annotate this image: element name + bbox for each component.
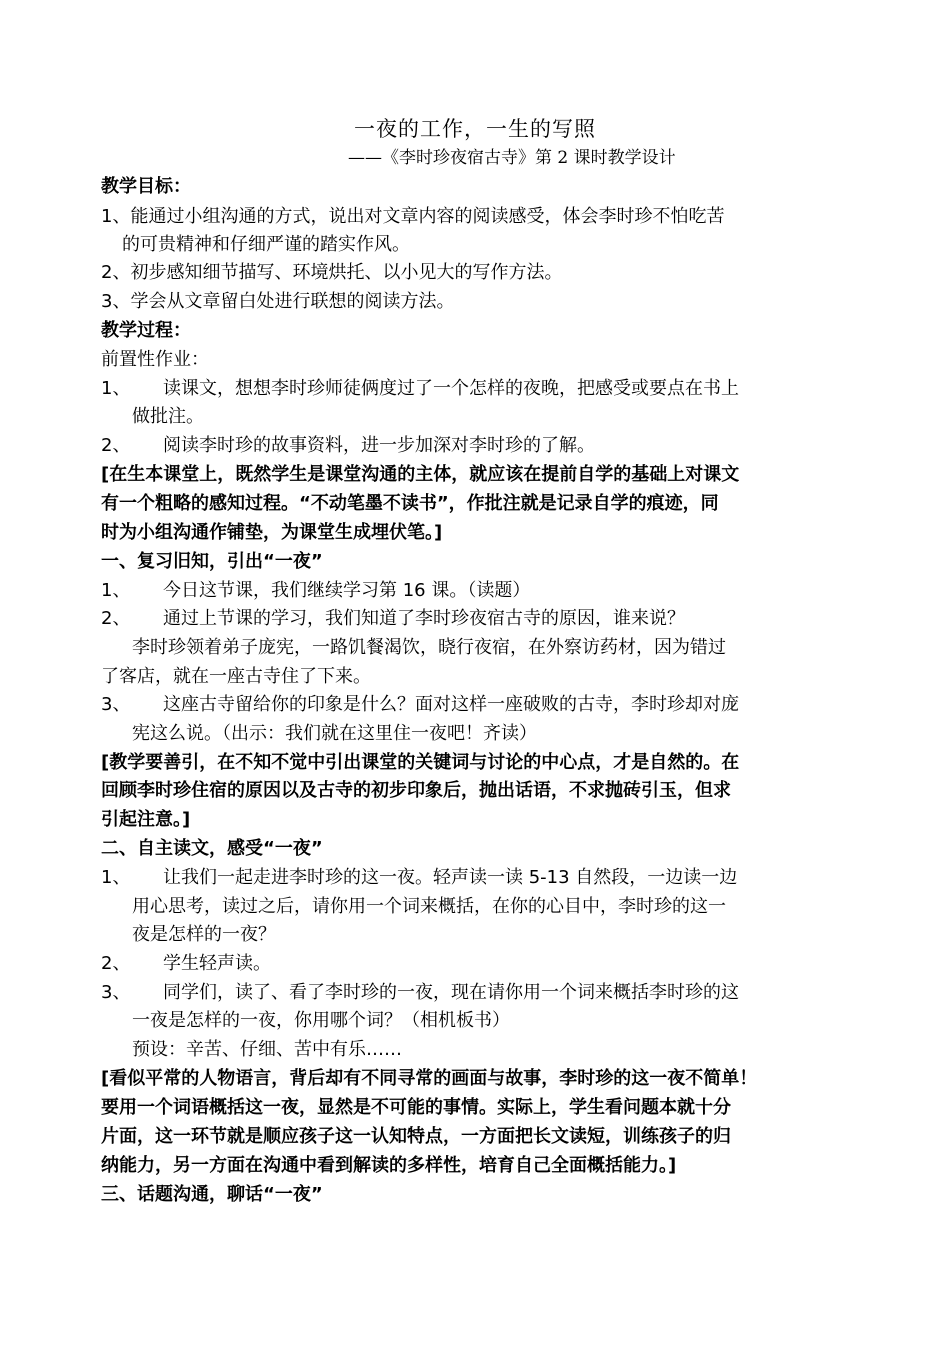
list-text: 同学们，读了、看了李时珍的一夜，现在请你用一个词来概括李时珍的这: [163, 982, 739, 1003]
section-1-item-2: [101, 605, 685, 633]
section-1-answer-line-1: 李时珍领着弟子庞宪，一路饥餐渴饮，晓行夜宿，在外察访药材，因为错过: [132, 637, 726, 658]
section-2-item-2: [101, 950, 271, 978]
section-2-item-3-cont: 一夜是怎样的一夜，你用哪个词？（相机板书）: [132, 1010, 510, 1031]
pre-homework-item-2: [101, 432, 595, 460]
list-text: 让我们一起走进李时珍的这一夜。轻声读一读 5-13 自然段，一边读一边: [163, 867, 738, 888]
commentary-2-line-2: 回顾李时珍住宿的原因以及古寺的初步印象后，抛出话语，不求抛砖引玉，但求: [101, 780, 731, 801]
commentary-3-line-3: 片面，这一环节就是顺应孩子这一认知特点，一方面把长文读短，训练孩子的归: [101, 1126, 731, 1147]
list-text: 阅读李时珍的故事资料，进一步加深对李时珍的了解。: [163, 435, 595, 456]
list-number: 1、: [101, 867, 131, 888]
commentary-3-line-4: 纳能力，另一方面在沟通中看到解读的多样性，培育自己全面概括能力。]: [101, 1155, 677, 1176]
list-number: 2、: [101, 608, 131, 629]
commentary-3-line-1: [看似平常的人物语言，背后却有不同寻常的画面与故事，李时珍的这一夜不简单！: [101, 1068, 758, 1089]
pre-homework-item-1: [101, 375, 739, 403]
list-number: 2、: [101, 435, 131, 456]
section-2-item-1: [101, 864, 737, 892]
goal-item-1-line-1: 1、能通过小组沟通的方式，说出对文章内容的阅读感受，体会李时珍不怕吃苦: [101, 206, 725, 227]
goals-heading: 教学目标：: [101, 176, 191, 197]
section-3-heading: 三、话题沟通，聊话“一夜”: [101, 1184, 323, 1205]
list-number: 1、: [101, 580, 131, 601]
commentary-1-line-2: 有一个粗略的感知过程。“不动笔墨不读书”，作批注就是记录自学的痕迹，同: [101, 493, 719, 514]
list-text: 学生轻声读。: [163, 953, 271, 974]
process-heading: 教学过程：: [101, 320, 191, 341]
commentary-1-line-1: [在生本课堂上，既然学生是课堂沟通的主体，就应该在提前自学的基础上对课文: [101, 464, 740, 485]
list-text: 读课文，想想李时珍师徒俩度过了一个怎样的夜晚，把感受或要点在书上: [163, 378, 739, 399]
list-text: 通过上节课的学习，我们知道了李时珍夜宿古寺的原因，谁来说？: [163, 608, 685, 629]
goal-item-1-line-2: 的可贵精神和仔细严谨的踏实作风。: [122, 234, 410, 255]
section-1-item-3-cont: 宪这么说。（出示：我们就在这里住一夜吧！齐读）: [132, 723, 537, 744]
goal-item-3: 3、学会从文章留白处进行联想的阅读方法。: [101, 291, 455, 312]
section-1-heading: 一、复习旧知，引出“一夜”: [101, 551, 323, 572]
section-1-item-1: [101, 577, 530, 605]
commentary-3-line-2: 要用一个词语概括这一夜，显然是不可能的事情。实际上，学生看问题本就十分: [101, 1097, 731, 1118]
pre-homework-item-1-cont: 做批注。: [132, 406, 204, 427]
section-1-item-3: [101, 691, 739, 719]
commentary-1-line-3: 时为小组沟通作铺垫，为课堂生成埋伏笔。]: [101, 522, 443, 543]
list-text: 这座古寺留给你的印象是什么？面对这样一座破败的古寺，李时珍却对庞: [163, 694, 739, 715]
section-2-item-3: [101, 979, 739, 1007]
section-2-preset: 预设：辛苦、仔细、苦中有乐……: [132, 1039, 402, 1060]
section-2-heading: 二、自主读文，感受“一夜”: [101, 838, 323, 859]
commentary-2-line-3: 引起注意。]: [101, 809, 191, 830]
list-number: 3、: [101, 982, 131, 1003]
section-2-item-1-cont-1: 用心思考，读过之后，请你用一个词来概括，在你的心目中，李时珍的这一: [132, 896, 726, 917]
list-number: 1、: [101, 378, 131, 399]
list-number: 2、: [101, 953, 131, 974]
document-subtitle: ——《李时珍夜宿古寺》第 2 课时教学设计: [348, 148, 676, 168]
goal-item-2: 2、初步感知细节描写、环境烘托、以小见大的写作方法。: [101, 262, 563, 283]
list-text: 今日这节课，我们继续学习第 16 课。（读题）: [163, 580, 531, 601]
pre-homework-label: 前置性作业：: [101, 349, 209, 370]
list-number: 3、: [101, 694, 131, 715]
section-1-answer-line-2: 了客店，就在一座古寺住了下来。: [101, 666, 371, 687]
commentary-2-line-1: [教学要善引，在不知不觉中引出课堂的关键词与讨论的中心点，才是自然的。在: [101, 752, 740, 773]
document-title: 一夜的工作，一生的写照: [354, 117, 596, 141]
section-2-item-1-cont-2: 夜是怎样的一夜？: [132, 924, 276, 945]
